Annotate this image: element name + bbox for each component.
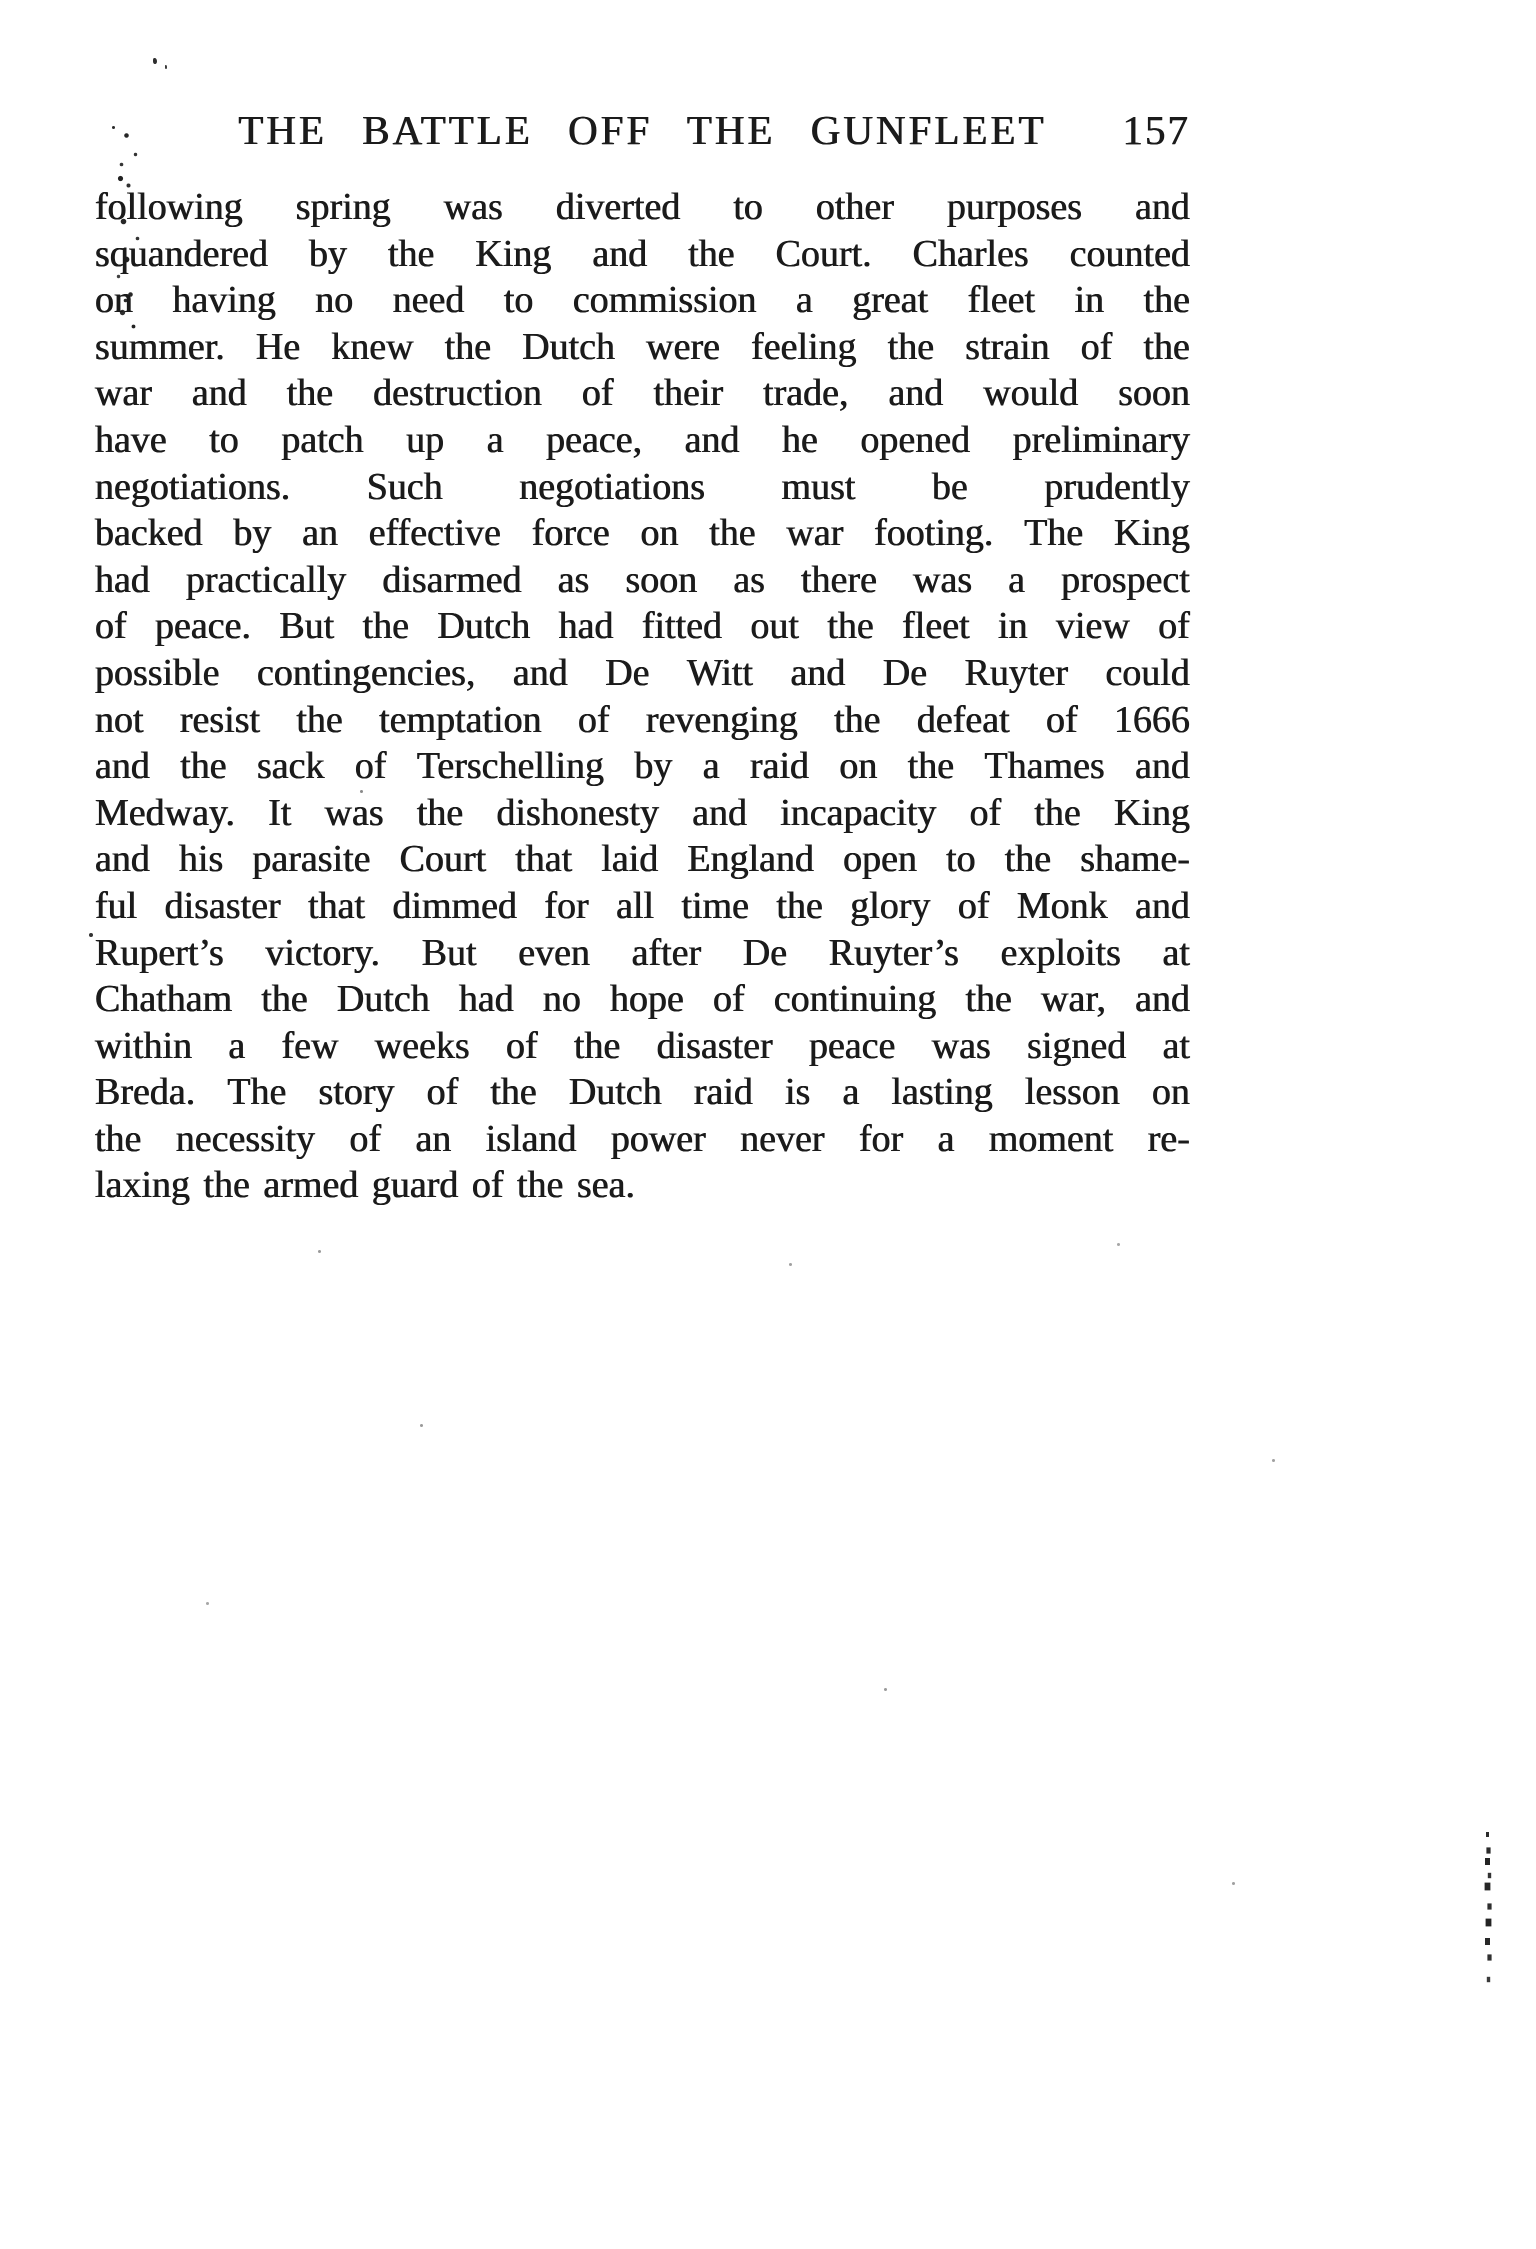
text-line: have to patch up a peace, and he opened preliminary (95, 418, 1190, 461)
text-line: squandered by the King and the Court. Charles counted (95, 232, 1190, 275)
page-header (95, 106, 1190, 158)
text-line: backed by an effective force on the war footing. The King (95, 512, 1190, 555)
text-line: war and the destruction of their trade, and would soon (95, 372, 1190, 415)
page-body (95, 184, 1190, 1209)
scan-speck (89, 933, 93, 937)
scan-speck (153, 58, 157, 64)
text-line: Chatham the Dutch had no hope of continuing the war, and (95, 978, 1190, 1021)
text-line: and the sack of Terschelling by a raid on the Thames and (95, 745, 1190, 788)
page-number: 157 (1122, 107, 1190, 153)
text-line: the necessity of an island power never for a moment re- (95, 1117, 1190, 1160)
scan-edge-marks (1486, 1832, 1489, 1837)
text-line: laxing the armed guard of the sea. (95, 1164, 635, 1207)
text-line: within a few weeks of the disaster peace was signed at (95, 1024, 1190, 1067)
text-line: ful disaster that dimmed for all time the glory of Monk and (95, 884, 1190, 927)
text-line: negotiations. Such negotiations must be prudently (95, 465, 1190, 508)
text-line: Breda. The story of the Dutch raid is a lasting lesson on (95, 1071, 1190, 1114)
text-line: of peace. But the Dutch had fitted out the fleet in view of (95, 605, 1190, 648)
text-line: Rupert’s victory. But even after De Ruyter’s exploits at (95, 931, 1190, 974)
text-line: summer. He knew the Dutch were feeling the strain of the (95, 325, 1190, 368)
body-paragraph (95, 184, 1190, 1209)
scan-speck-dots (318, 1250, 321, 1253)
text-line: and his parasite Court that laid England open to the shame- (95, 838, 1190, 881)
running-title: THE BATTLE OFF THE GUNFLEET (238, 107, 1047, 153)
text-line: on having no need to commission a great fleet in the (95, 279, 1190, 322)
text-line: Medway. It was the dishonesty and incapacity of the King (95, 791, 1190, 834)
text-line: following spring was diverted to other purposes and (95, 186, 1190, 228)
text-line: not resist the temptation of revenging the defeat of 1666 (95, 698, 1190, 741)
text-line: possible contingencies, and De Witt and De Ruyter could (95, 651, 1190, 694)
text-line: had practically disarmed as soon as there was a prospect (95, 558, 1190, 601)
